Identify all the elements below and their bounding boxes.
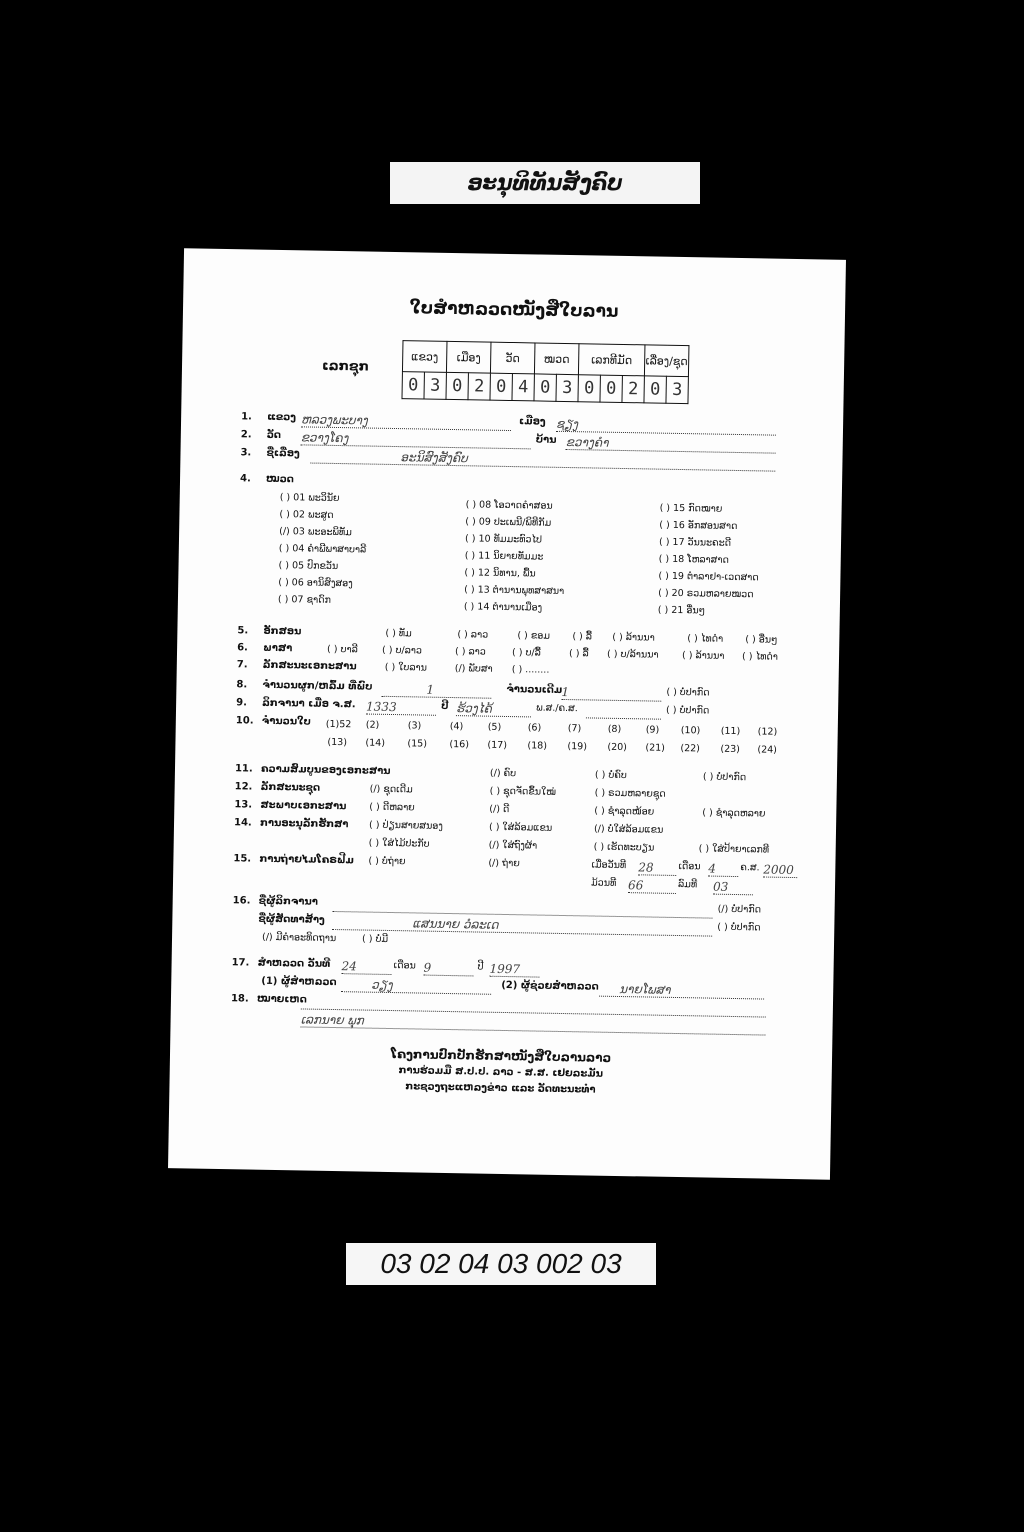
assistant-label: (2) ຜູ້ຊ່ວຍສຳຫລວດ — [501, 979, 599, 993]
field-number: 14. — [233, 817, 252, 829]
field-category — [180, 472, 842, 484]
category-option: ( ) 02 ພະສູດ — [279, 508, 334, 521]
leaf-count-cell: (5) — [487, 721, 502, 733]
preservation-option: ( ) ເຮັດທະບຽນ — [593, 841, 655, 854]
leaf-count-cell: (14) — [365, 737, 386, 749]
field-number: 3. — [240, 447, 252, 459]
doc-type-option: (/) ພັບສາ — [454, 663, 493, 675]
roll-value: 66 — [628, 878, 676, 894]
leaf-count-cell: (8) — [607, 723, 622, 735]
field-number: 10. — [235, 715, 254, 727]
microfilm-day: 28 — [638, 860, 676, 876]
category-option: ( ) 01 ພະວິນັຍ — [279, 492, 340, 505]
leaf-count-cell: (17) — [487, 739, 508, 752]
completeness-option: ( ) ບໍ່ຄົບ — [594, 769, 627, 782]
leaf-count-cell: (15) — [407, 738, 428, 750]
leaf-count-cell: (19) — [567, 741, 588, 753]
document-code-strip — [346, 1243, 656, 1285]
code-digit: 2 — [468, 373, 490, 400]
field-script — [178, 624, 840, 646]
temple-value: ຂວາງໂຄງ — [301, 430, 531, 449]
category-option: ( ) 15 ກົດໝາຍ — [659, 502, 723, 515]
language-option: ( ) ໄທດຳ — [741, 651, 778, 663]
field-number: 18. — [230, 993, 249, 1005]
year-name-value: ຮ້ວງໄຄ້ — [456, 701, 531, 717]
category-option: ( ) 13 ຕຳນານພຸທສາສນາ — [464, 584, 565, 597]
survey-month-label: ເດືອນ — [393, 960, 416, 972]
field-label: ບ້ານ — [535, 434, 557, 446]
field-preservation-2 — [174, 834, 836, 856]
code-table — [401, 340, 689, 404]
field-label: ຊື່ເລື່ອງ — [266, 447, 300, 460]
field-label: ສະພາບເອກະສານ — [260, 799, 347, 813]
code-digit: 0 — [534, 374, 556, 401]
frame-label: ລົມທີ — [677, 879, 698, 891]
field-label: ສຳຫລວດ ວັນທີ — [257, 957, 331, 970]
language-option: ( ) ລື້ — [568, 648, 589, 660]
field-label: ໝາຍເຫດ — [256, 993, 307, 1006]
code-digit: 3 — [556, 374, 578, 401]
field-label: ລັກສະນະເອກະສານ — [262, 659, 357, 673]
condition-option: ( ) ດີຫລາຍ — [369, 801, 415, 814]
category-option: ( ) 09 ປະເພນີ/ພິທີກັມ — [465, 516, 552, 529]
category-option: ( ) 12 ນິທານ, ພື້ນ — [464, 567, 536, 580]
notes-value: ເລກນາຍ ພຸກ — [300, 1012, 765, 1035]
language-option: ( ) ລາວ — [454, 646, 486, 658]
bundle-count-value: 1 — [381, 682, 491, 699]
category-option: ( ) 05 ປົກຂວັນ — [278, 559, 339, 573]
doc-type-option: ( ) ........ — [511, 664, 550, 676]
microfilm-option: ( ) ບໍ່ຖ່າຍ — [368, 855, 406, 868]
leaf-count-cell: (23) — [720, 743, 741, 756]
category-option: (/) 03 ພະອະພິທັມ — [279, 525, 352, 539]
category-option: ( ) 14 ຕຳນານເມືອງ — [463, 601, 543, 614]
code-digit: 2 — [622, 375, 644, 402]
code-header: ແຂວງ — [402, 341, 447, 373]
microfilm-year-label: ຄ.ສ. — [740, 862, 760, 874]
code-label: ເລກຊຸກ — [321, 358, 370, 375]
category-option: ( ) 17 ວັນນະຄະດີ — [658, 536, 732, 549]
header-title: ອະນຸທິທັນສັງຄົບ — [467, 171, 623, 195]
village-value: ຂວາງຄຳ — [566, 435, 776, 454]
field-number: 16. — [232, 895, 251, 907]
leaf-count-cell: (7) — [567, 723, 582, 735]
not-shown-option: ( ) ບໍ່ປາກົດ — [717, 921, 761, 934]
leaf-count-cell: (13) — [327, 736, 348, 749]
field-label: ເມືອງ — [519, 416, 546, 428]
footer-cooperation: ການຮ່ວມມື ສ.ປ.ປ. ລາວ - ສ.ສ. ເຢຍລະມັນ — [398, 1065, 604, 1080]
doc-type-option: ( ) ໃບລານ — [384, 661, 428, 674]
field-province — [181, 410, 843, 432]
set-type-option: (/) ຊຸດເດີມ — [369, 783, 413, 796]
code-header: ເລກທີມັດ — [578, 344, 645, 376]
field-number: 7. — [236, 659, 248, 671]
leaf-count-cell: (24) — [757, 744, 778, 756]
field-number: 13. — [234, 799, 253, 811]
preservation-option: ( ) ໃສ່ລ້ອມແຂນ — [488, 821, 553, 834]
field-inscriber — [173, 894, 835, 916]
language-option: ( ) ລ້ານນາ — [681, 650, 725, 662]
leaf-count-cell: (16) — [449, 739, 470, 751]
code-header: ວັດ — [490, 342, 535, 374]
script-option: ( ) ລື້ — [572, 631, 593, 643]
assistant-value: ນາຍໂພສາ — [599, 982, 764, 1000]
code-digit: 3 — [424, 372, 446, 399]
category-option: ( ) 16 ອັກສອນສາດ — [659, 519, 738, 532]
set-type-option: ( ) ຣວມຫລາຍຊຸດ — [594, 787, 666, 800]
condition-option: ( ) ຊຳລຸດໜ້ອຍ — [594, 805, 655, 818]
field-label: ອັກສອນ — [263, 625, 302, 638]
field-label: ການອະນຸລັກຮັກສາ — [259, 817, 349, 831]
field-label: ຊື່ຜູ້ສັດທາສ້າງ — [258, 913, 325, 926]
microfilm-month-label: ເດືອນ — [678, 861, 701, 873]
field-number: 6. — [237, 642, 248, 654]
field-label: ຈຳນວນໃບ — [261, 715, 311, 728]
field-doc-type — [177, 658, 839, 676]
field-survey-date — [172, 956, 834, 977]
field-number: 1. — [241, 411, 253, 423]
leaf-count-cell: (6) — [527, 722, 542, 734]
field-bundle-count — [177, 678, 839, 700]
survey-form — [168, 248, 846, 1179]
preservation-option: (/) ບໍ່ໃສ່ລ້ອມແຂນ — [593, 823, 664, 836]
leaf-count-cell: (22) — [680, 743, 701, 755]
not-shown-option: ( ) ບໍ່ປາກົດ — [665, 704, 710, 717]
condition-option: (/) ດີ — [489, 803, 510, 816]
cs-year-value: 1333 — [366, 700, 436, 716]
category-option: ( ) 11 ນິຍາຍທັມມະ — [464, 550, 544, 563]
district-value: ຊຽງ — [556, 417, 776, 436]
surveyor-label: (1) ຜູ້ສຳຫລວດ — [261, 975, 337, 989]
code-header: ເມືອງ — [446, 341, 491, 373]
field-number: 5. — [237, 625, 249, 637]
completeness-option: (/) ຄົບ — [489, 767, 517, 780]
preservation-option: (/) ໃສ່ຖົງຜ້າ — [488, 839, 538, 852]
microfilm-year: 2000 — [763, 862, 797, 878]
roll-label: ມ້ວນທີ — [590, 877, 617, 889]
original-count-value: 1 — [561, 685, 661, 702]
completeness-option: ( ) ບໍ່ປາກົດ — [702, 771, 747, 784]
field-label: ພ.ສ./ຄ.ສ. — [536, 702, 578, 715]
survey-year-label: ປີ — [477, 961, 484, 973]
category-option: ( ) 10 ທັມມະທົວໄປ — [464, 533, 543, 546]
field-number: 11. — [234, 763, 253, 775]
code-digit: 3 — [666, 376, 688, 403]
survey-year: 1997 — [489, 962, 539, 978]
leaf-count-cell: (12) — [757, 726, 778, 738]
field-language — [177, 641, 839, 663]
sponsor-value: ແສນນາຍ ວໍລະເດ — [332, 915, 712, 937]
not-shown-option: (/) ບໍ່ປາກົດ — [717, 903, 762, 916]
footer-project: ໂຄງການປົກປັກຮັກສາໜັງສືໃບລານລາວ — [390, 1047, 612, 1065]
footer-ministry: ກະຊວງຖະແຫລງຂ່າວ ແລະ ວັດທະນະທຳ — [405, 1081, 596, 1096]
script-option: ( ) ທັມ — [385, 627, 412, 640]
leaf-count-cell: (20) — [607, 741, 628, 754]
script-option: ( ) ໄທດຳ — [687, 633, 724, 645]
code-digit: 0 — [644, 376, 666, 403]
preservation-option: ( ) ປ່ຽນສາຍສນອງ — [368, 819, 443, 832]
leaf-count-cell: (10) — [680, 725, 701, 737]
leaf-count-cell: (2) — [365, 719, 380, 731]
language-option: ( ) ບ/ລາວ — [381, 644, 423, 657]
category-option: ( ) 18 ໂຫລາສາດ — [658, 553, 729, 566]
prayer-option: (/) ມີຄຳອະທິດຖານ — [261, 931, 337, 945]
field-label: ໝວດ — [265, 473, 294, 486]
field-number: 12. — [234, 781, 253, 793]
code-digit: 0 — [490, 373, 512, 400]
province-value: ຫລວງພະບາງ — [301, 412, 511, 431]
code-header: ໝວດ — [534, 343, 579, 375]
category-option: ( ) 21 ອື່ນໆ — [657, 604, 706, 617]
not-shown-option: ( ) ບໍ່ປາກົດ — [666, 686, 710, 699]
header-title-strip — [390, 162, 700, 204]
field-label: ລັກສະນະຊຸດ — [260, 781, 321, 794]
field-number: 17. — [231, 957, 250, 969]
script-option: ( ) ລາວ — [457, 629, 489, 641]
field-label: ການຖ່າຍໄມໂຄຣຟີມ — [259, 853, 355, 867]
category-option: ( ) 04 ຄຳພີພາສາບາລີ — [278, 542, 367, 556]
field-label: ຈຳນວນເດີມ — [506, 683, 563, 696]
category-option: ( ) 20 ຣວມຫລາຍໝວດ — [658, 587, 754, 601]
language-option: ( ) ບ/ລ້ານນາ — [606, 648, 659, 661]
field-number: 4. — [239, 473, 251, 485]
document-code: 03 02 04 03 002 03 — [380, 1248, 622, 1279]
leaf-count-cell: (4) — [449, 721, 464, 733]
category-option: ( ) 08 ໂອວາດຄຳສອນ — [465, 499, 553, 512]
language-option: ( ) ບ/ລື້ — [511, 647, 541, 659]
leaf-count-cell: (11) — [720, 725, 741, 738]
leaf-count-cell: (18) — [527, 740, 548, 752]
be-year-value — [586, 703, 661, 719]
code-digit: 0 — [600, 375, 622, 402]
field-label: ລິກຈານາ ເມື່ອ ຈ.ສ. — [262, 697, 356, 711]
script-option: ( ) ຂອມ — [517, 630, 551, 642]
field-number: 8. — [236, 679, 248, 691]
script-option: ( ) ອື່ນໆ — [745, 634, 778, 646]
field-label: ວັດ — [266, 429, 282, 442]
category-option: ( ) 06 ອານິສົງສອງ — [278, 576, 353, 590]
script-option: ( ) ລ້ານນາ — [612, 631, 655, 644]
surveyor-value: ວຽງ — [341, 977, 491, 995]
leaf-count-cell: (1)52 — [325, 718, 352, 731]
field-number: 2. — [240, 429, 252, 441]
microfilm-date-label: ເມື່ອວັນທີ — [591, 859, 627, 872]
category-option: ( ) 07 ຊາດົກ — [277, 593, 331, 606]
code-digit: 0 — [578, 375, 600, 402]
language-option: ( ) ບາລີ — [327, 643, 358, 656]
code-digit: 4 — [512, 374, 534, 401]
form-title: ໃບສຳຫລວດໜັງສືໃບລານ — [409, 298, 619, 322]
field-condition — [174, 798, 836, 820]
survey-month: 9 — [423, 961, 473, 977]
field-label: ຈຳນວນຜູກ/ຫລົ້ມ ທີ່ພົບ — [262, 679, 373, 693]
field-number: 9. — [236, 697, 248, 709]
field-completeness — [175, 762, 837, 784]
field-label: ປີ — [441, 700, 449, 712]
category-option: ( ) 19 ຕຳລາຢາ-ເວດສາດ — [658, 570, 759, 584]
survey-day: 24 — [341, 959, 391, 975]
leaf-count-cell: (21) — [645, 742, 666, 754]
microfilm-option: (/) ຖ່າຍ — [488, 857, 520, 870]
code-digit: 0 — [402, 372, 424, 399]
story-name-value: ອະນິສົງສັງຄົບ — [310, 449, 775, 472]
field-label: ຄວາມສົມບູນຂອງເອກະສານ — [260, 763, 391, 777]
preservation-option: ( ) ໃສ່ໄມ້ປະກັບ — [368, 837, 430, 850]
frame-value: 03 — [713, 880, 753, 896]
preservation-option: ( ) ໃສ່ປ້າຍາເລກທີ — [698, 843, 770, 856]
leaf-count-cell: (9) — [645, 724, 660, 736]
condition-option: ( ) ຊຳລຸດຫລາຍ — [702, 807, 766, 820]
code-digit: 0 — [446, 372, 468, 399]
code-header: ເລື່ອງ/ຊຸດ — [644, 345, 689, 377]
field-label: ຊື່ຜູ້ລິກຈານາ — [258, 895, 318, 908]
prayer-option: ( ) ບໍ່ມີ — [361, 933, 389, 945]
field-label: ແຂວງ — [267, 411, 297, 424]
leaf-count-cell: (3) — [407, 720, 422, 732]
field-label: ພາສາ — [263, 642, 293, 655]
set-type-option: ( ) ຊຸດຈັດຂຶ້ນໃໝ່ — [489, 785, 557, 798]
field-number: 15. — [233, 853, 252, 865]
field-inscription — [176, 696, 838, 717]
microfilm-month: 4 — [708, 862, 738, 878]
